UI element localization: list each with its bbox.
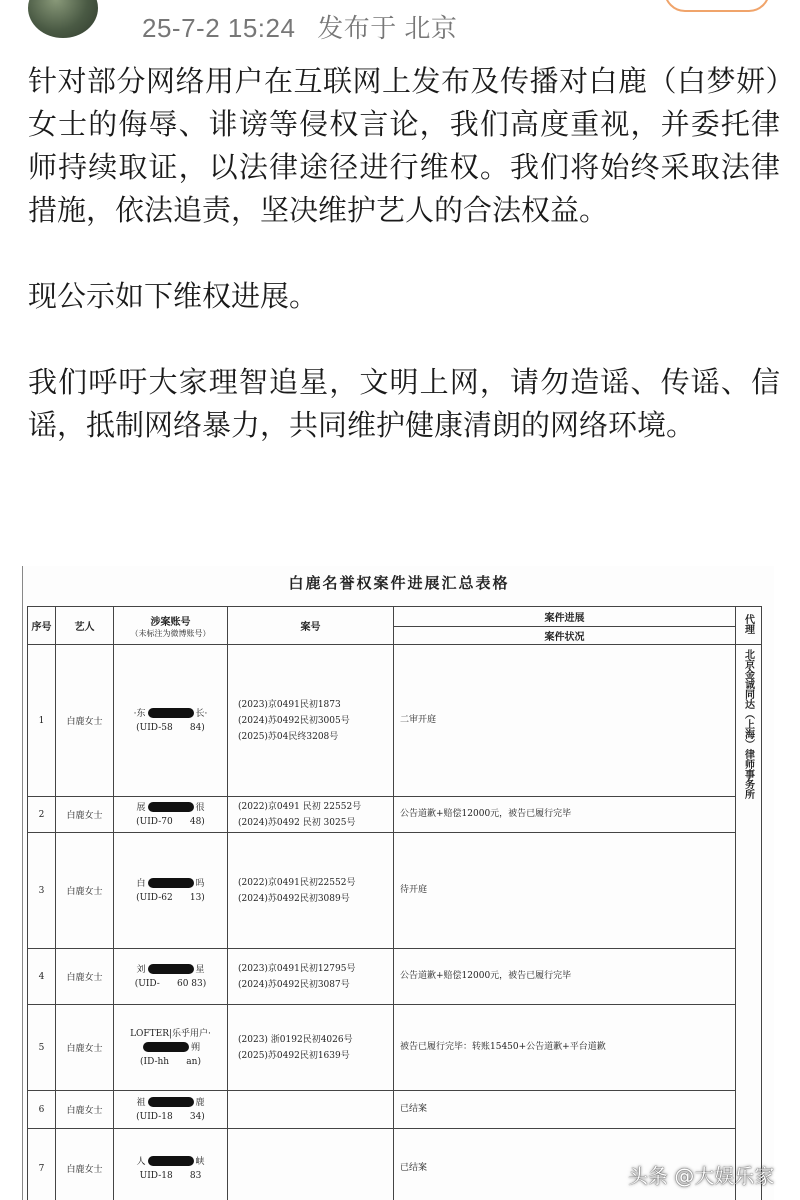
case-number: (2024)苏0492民初3087号 [238,979,350,990]
cell-status: 已结案 [394,1129,736,1200]
document-title: 白鹿名誉权案件进展汇总表格 [288,574,510,592]
watermark: 头条 @大娱乐家 [628,1164,775,1188]
account-suffix: 长· [195,708,208,719]
account-uid: (UID-70 [136,816,173,827]
cell-index: 5 [28,1005,56,1091]
cell-account [114,1005,228,1091]
follow-button[interactable] [664,0,770,12]
header-account-note: （未标注为微博账号） [130,628,211,638]
header-artist: 艺人 [56,607,114,645]
account-prefix: ·东 [133,708,146,719]
case-number: (2025)苏0492民初1639号 [238,1050,350,1061]
account-uid: UID-18 [139,1170,173,1181]
cell-artist: 白鹿女士 [56,1091,114,1129]
account-uid: (UID-18 [136,1111,173,1122]
cell-index: 1 [28,645,56,797]
header-account [114,607,228,645]
redaction-bar [148,708,194,718]
cell-status: 公告道歉+赔偿12000元，被告已履行完毕 [394,949,736,1005]
account-prefix: LOFTER|乐乎用户· [130,1028,211,1039]
cell-account [114,797,228,833]
cell-index: 4 [28,949,56,1005]
table-row [28,833,762,949]
redaction-bar [148,964,194,974]
cell-artist: 白鹿女士 [56,1129,114,1200]
cell-artist: 白鹿女士 [56,1005,114,1091]
account-uid: (UID-62 [136,892,173,903]
cell-index: 6 [28,1091,56,1129]
account-suffix: 星 [195,964,205,975]
cell-status: 待开庭 [394,833,736,949]
post-paragraph: 针对部分网络用户在互联网上发布及传播对白鹿（白梦妍）女士的侮辱、诽谤等侵权言论，我们高度重视，并委托律师持续取证，以法律途径进行维权。我们将始终采取法律措施，依法追责，坚决维护艺人的合法权益。 [28,64,780,227]
cell-status: 公告道歉+赔偿12000元，被告已履行完毕 [394,797,736,833]
cell-artist: 白鹿女士 [56,797,114,833]
table-row [28,949,762,1005]
account-uid-end: an) [186,1056,201,1067]
cell-account [114,949,228,1005]
cell-status: 二审开庭 [394,645,736,797]
cell-case-numbers [228,1005,394,1091]
account-prefix: 祖 [136,1097,146,1108]
account-prefix: 白 [136,878,146,889]
account-suffix: 鹿 [195,1097,205,1108]
account-uid: (ID-hh [140,1056,170,1067]
cell-index: 3 [28,833,56,949]
case-table [27,606,762,1200]
cell-status: 被告已履行完毕：转账15450+公告道歉+平台道歉 [394,1005,736,1091]
account-suffix: 峡 [195,1156,205,1167]
case-number: (2024)苏0492 民初 3025号 [238,817,356,828]
account-prefix: 刘 [136,964,146,975]
post-paragraph: 我们呼吁大家理智追星，文明上网，请勿造谣、传谣、信谣，抵制网络暴力，共同维护健康清朗的网络环境。 [28,365,780,442]
case-number: (2023) 浙0192民初4026号 [238,1034,353,1045]
header-case-number: 案号 [228,607,394,645]
account-suffix: 吗 [195,878,205,889]
cell-account [114,1091,228,1129]
cell-account [114,1129,228,1200]
account-uid-end: 48) [189,816,205,827]
account-uid: (UID- [134,978,160,989]
account-uid-end: 60 83) [176,978,207,989]
cell-index: 7 [28,1129,56,1200]
table-row [28,797,762,833]
account-uid-end: 13) [189,892,205,903]
header-account-label: 涉案账号 [150,616,191,628]
redaction-bar [148,802,194,812]
account-uid-end: 83 [189,1170,202,1181]
case-number: (2025)苏04民终3208号 [238,731,339,742]
cell-status: 已结案 [394,1091,736,1129]
cell-artist: 白鹿女士 [56,949,114,1005]
case-number: (2023)京0491民初1873 [238,699,341,710]
post-date: 25-7-2 15:24 [142,13,296,43]
cell-case-numbers [228,797,394,833]
case-number: (2024)苏0492民初3005号 [238,715,350,726]
account-suffix: 朔 [190,1042,200,1053]
avatar[interactable] [28,0,98,38]
case-number: (2022)京0491 民初 22552号 [238,801,362,812]
post-header [0,0,800,52]
header-index: 序号 [28,607,56,645]
table-row [28,1005,762,1091]
cell-agency [736,645,762,1200]
cell-case-numbers [228,645,394,797]
header-status: 案件状况 [394,627,736,645]
account-prefix: 展 [136,802,146,813]
agency-name: 北京金诚同达（上海）律师事务所 [742,649,754,799]
account-uid-end: 34) [189,1111,205,1122]
redaction-bar [148,1097,194,1107]
account-prefix: 人 [136,1156,146,1167]
cell-account [114,833,228,949]
case-number: (2022)京0491民初22552号 [238,877,356,888]
cell-account [114,645,228,797]
header-progress: 案件进展 [394,607,736,627]
attached-document-image[interactable] [22,566,774,1200]
case-number: (2023)京0491民初12795号 [238,963,356,974]
post-body [28,60,780,490]
redaction-bar [143,1042,189,1052]
post-paragraph: 现公示如下维权进展。 [28,279,319,313]
account-suffix: 很 [195,802,205,813]
post-meta [142,8,471,45]
cell-case-numbers [228,1129,394,1200]
table-row [28,1091,762,1129]
cell-case-numbers [228,1091,394,1129]
cell-case-numbers [228,833,394,949]
cell-artist: 白鹿女士 [56,645,114,797]
cell-artist: 白鹿女士 [56,833,114,949]
header-agency: 代理 [736,607,762,645]
cell-case-numbers [228,949,394,1005]
account-uid-end: 84) [189,722,205,733]
account-uid: (UID-58 [136,722,173,733]
cell-index: 2 [28,797,56,833]
post-location: 发布于 北京 [317,13,458,43]
table-row [28,645,762,797]
redaction-bar [148,1156,194,1166]
redaction-bar [148,878,194,888]
case-number: (2024)苏0492民初3089号 [238,893,350,904]
